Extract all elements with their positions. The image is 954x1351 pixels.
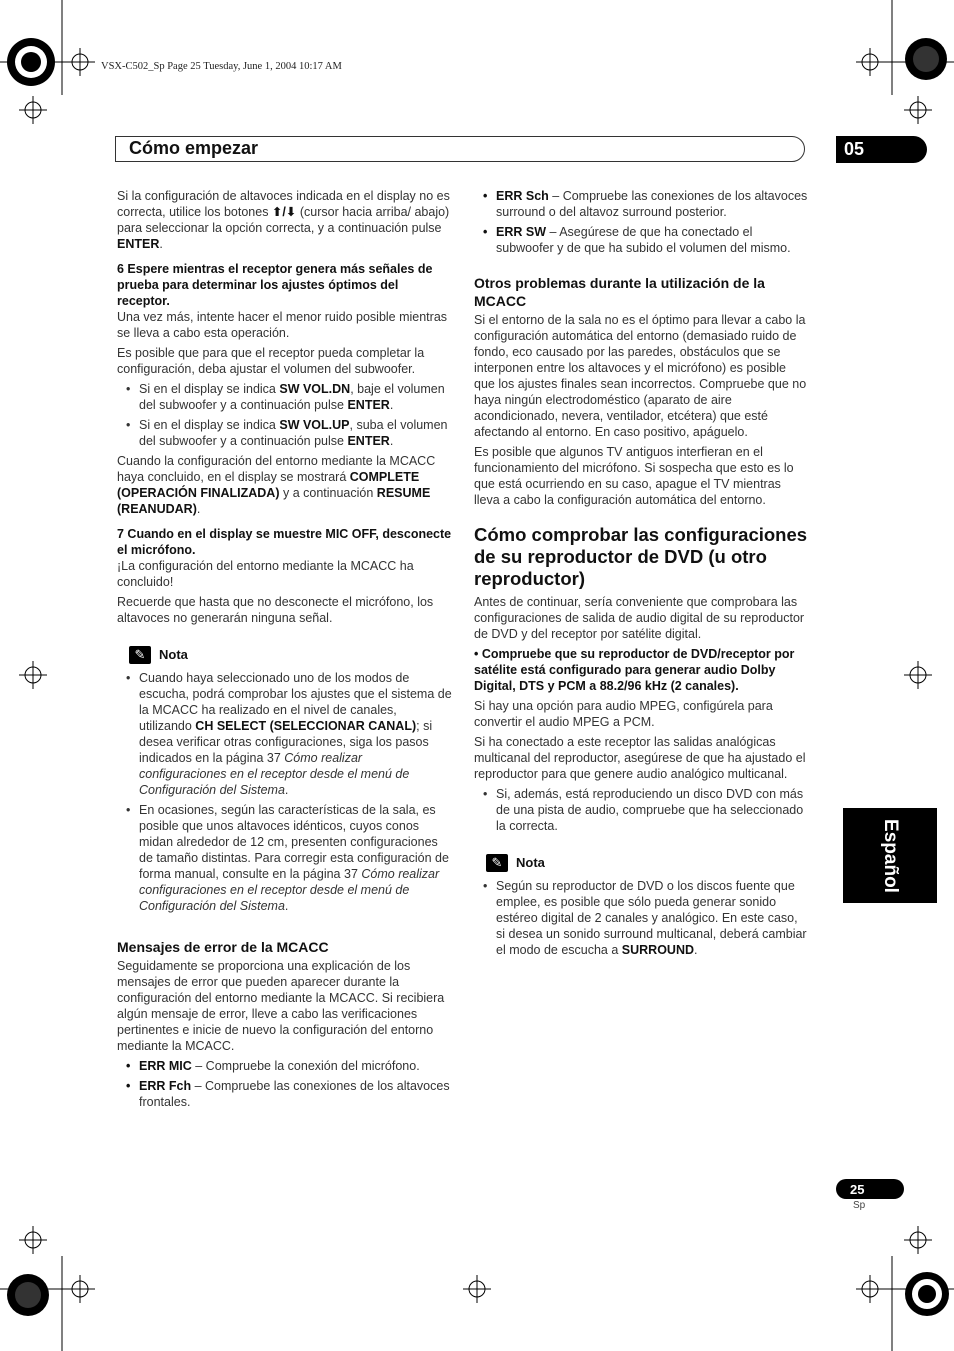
bold-step: • Compruebe que su reproductor de DVD/receptor por satélite está configurado para generar audio Dolby Digital, DTS y PCM a 88.2/96 kHz (2 canales). — [474, 647, 795, 693]
note-heading — [486, 854, 808, 872]
step-7: 7 Cuando en el display se muestre MIC OFF, desconecte el micrófono. — [117, 527, 452, 557]
paragraph: Recuerde que hasta que no desconecte el micrófono, los altavoces no generarán ninguna señal. — [117, 595, 434, 625]
paragraph: Si el entorno de la sala no es el óptimo para llevar a cabo la configuración automática del entorno (demasiado ruido de fondo, eco causado por las paredes, obstáculos que se interponen entre los altavoces y el micrófono) es posible que los ajustes finales sean incorrectos. Compruebe que no haya ningún electrodoméstico (aparato de aire acondicionado, nevera, ventilador, etcétera) que esté afectando al entorno. En caso positivo, apáguelo. — [474, 313, 807, 439]
paragraph: Una vez más, intente hacer el menor ruido posible mientras se lleva a cabo esta operación. — [117, 310, 448, 340]
section-heading: Otros problemas durante la utilización de la MCACC — [474, 275, 765, 309]
print-slug: VSX-C502_Sp Page 25 Tuesday, June 1, 2004 10:17 AM — [101, 61, 342, 72]
chapter-number: 05 — [844, 139, 865, 159]
paragraph: Si hay una opción para audio MPEG, configúrela para convertir el audio MPEG a PCM. — [474, 699, 773, 729]
error-list — [117, 1058, 453, 1110]
error-list — [474, 188, 808, 256]
list-item: • Si en el display se indica SW VOL.DN, baje el volumen del subwoofer y a continuación pulse ENTER. — [117, 381, 453, 413]
paragraph: Es posible que algunos TV antiguos interfieran en el funcionamiento del micrófono. Si sospecha que esto es lo que está ocurriendo en su caso, apague el TV mientras lleva a cabo la configuración automática del entorno. — [474, 445, 794, 507]
list-item: • ERR Fch – Compruebe las conexiones de los altavoces frontales. — [117, 1078, 453, 1110]
paragraph: Es posible que para que el receptor pueda completar la configuración, deba ajustar el volumen del subwoofer. — [117, 346, 425, 376]
bullet-list — [474, 786, 808, 834]
arrow-buttons: ⬆/⬇ — [271, 205, 297, 219]
paragraph: Antes de continuar, sería conveniente que comprobara las configuraciones de salida de audio digital de su reproductor de DVD y del receptor por satélite digital. — [474, 595, 805, 641]
paragraph: ¡La configuración del entorno mediante la MCACC ha concluido! — [117, 559, 414, 589]
left-column — [117, 188, 453, 1114]
list-item: • Si, además, está reproduciendo un disco DVD con más de una pista de audio, compruebe que ha seleccionado la correcta. — [474, 786, 808, 834]
list-item: • ERR MIC – Compruebe la conexión del micrófono. — [117, 1058, 453, 1074]
section-heading: Mensajes de error de la MCACC — [117, 939, 329, 955]
note-list — [474, 878, 808, 958]
page-number-badge — [836, 1179, 904, 1199]
chapter-badge — [836, 136, 927, 163]
paragraph: Cuando la configuración del entorno mediante la MCACC haya concluido, en el display se mostrará COMPLETE (OPERACIÓN FINALIZADA) y a continuación RESUME (REANUDAR). — [117, 454, 436, 516]
note-label: Nota — [516, 855, 545, 870]
bullet-list — [117, 381, 453, 449]
right-column — [474, 188, 808, 962]
note-label: Nota — [159, 647, 188, 662]
paragraph: Si ha conectado a este receptor las salidas analógicas multicanal del reproductor, asegúrese de que ha ajustado el reproductor para que genere audio analógico multicanal. — [474, 735, 806, 781]
pencil-note-icon: ✎ — [129, 646, 151, 664]
list-item: • Si en el display se indica SW VOL.UP, suba el volumen del subwoofer y a continuación pulse ENTER. — [117, 417, 453, 449]
list-item: • ERR SW – Asegúrese de que ha conectado el subwoofer y de que ha subido el volumen del mismo. — [474, 224, 808, 256]
list-item: • En ocasiones, según las características de la sala, es posible que unos altavoces idénticos, cuyos conos midan alrededor de 12 cm, presenten configuraciones de tamaño distintas. Para corregir esta configuración de forma manual, consulte en la página 37 Cómo realizar configuraciones en el receptor desde el menú de Configuración del Sistema. — [117, 802, 453, 914]
language-label: Español — [880, 818, 901, 893]
note-heading — [129, 646, 453, 664]
section-heading: Cómo comprobar las configuraciones de su reproductor de DVD (u otro reproductor) — [474, 524, 808, 589]
paragraph: Seguidamente se proporciona una explicación de los mensajes de error que pueden aparecer durante la configuración del entorno mediante la MCACC. Si recibiera algún mensaje de error, lleve a cabo las verificaciones pertinentes e inicie de nuevo la configuración del entorno mediante la MCACC. — [117, 959, 445, 1053]
note-list — [117, 670, 453, 914]
list-item: • Según su reproductor de DVD o los discos fuente que emplee, es posible que sólo pueda generar sonido estéreo digital de 2 canales y analógico. En este caso, si desea un sonido surround multicanal, deberá cambiar el modo de escucha a SURROUND. — [474, 878, 808, 958]
pencil-note-icon: ✎ — [486, 854, 508, 872]
paragraph: Si la configuración de altavoces indicada en el display no es correcta, utilice los botones ⬆/⬇ (cursor hacia arriba/ abajo) para seleccionar la opción correcta, y a continuación pulse ENTER. — [117, 189, 450, 251]
list-item: • Cuando haya seleccionado uno de los modos de escucha, podrá comprobar los ajustes que el sistema de la MCACC ha realizado en el nivel de canales, utilizando CH SELECT (SELECCIONAR CANAL); si desea verificar otras configuraciones, siga los pasos indicados en la página 37 Cómo realizar configuraciones en el receptor desde el menú de Configuración del Sistema. — [117, 670, 453, 798]
list-item: • ERR Sch – Compruebe las conexiones de los altavoces surround o del altavoz surround posterior. — [474, 188, 808, 220]
language-tab — [843, 808, 937, 903]
page-title: Cómo empezar — [129, 138, 259, 158]
page-language-code: Sp — [853, 1200, 866, 1211]
page-number: 25 — [850, 1181, 865, 1197]
step-6: 6 Espere mientras el receptor genera más señales de prueba para determinar los ajustes óptimos del receptor. — [117, 262, 433, 308]
